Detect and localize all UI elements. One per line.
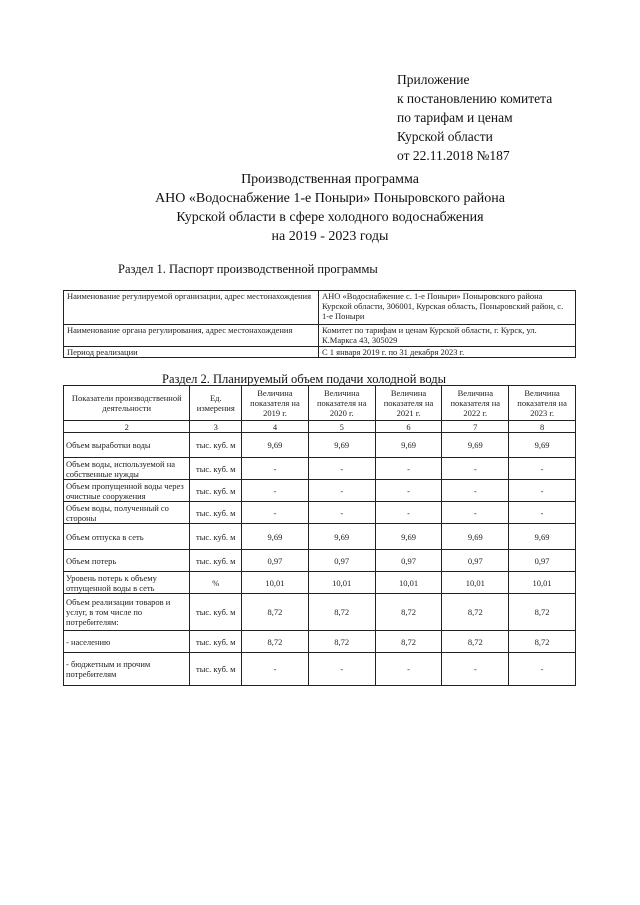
column-number-row (64, 421, 576, 433)
value-cell: 8,72 (375, 594, 442, 631)
value-cell: - (442, 653, 509, 686)
column-header: Ед. измерения (190, 386, 242, 421)
value-cell: - (308, 653, 375, 686)
value-cell: 9,69 (308, 433, 375, 458)
table-row (64, 653, 576, 686)
table-row (64, 325, 576, 347)
appendix-date: от 22.11.2018 №187 (397, 148, 510, 163)
value-cell: 0,97 (375, 550, 442, 572)
table-row (64, 458, 576, 480)
value-cell: 0,97 (242, 550, 309, 572)
value-cell: - (442, 502, 509, 524)
value-cell: 10,01 (442, 572, 509, 594)
table-row (64, 502, 576, 524)
appendix-line: Приложение (397, 72, 470, 87)
title-line: Производственная программа (241, 172, 419, 187)
unit-cell: тыс. куб. м (190, 480, 242, 502)
value-cell: 9,69 (375, 433, 442, 458)
column-number: 7 (442, 421, 509, 433)
section-1-heading: Раздел 1. Паспорт производственной программы (118, 262, 378, 276)
indicator-name: Объем потерь (64, 550, 190, 572)
value-cell: 9,69 (242, 433, 309, 458)
table-row (64, 480, 576, 502)
column-header: Величина показателя на 2020 г. (308, 386, 375, 421)
value-cell: 0,97 (509, 550, 576, 572)
value-cell: 8,72 (509, 631, 576, 653)
value-cell: 10,01 (509, 572, 576, 594)
indicator-name: Объем выработки воды (64, 433, 190, 458)
value-cell: 10,01 (375, 572, 442, 594)
unit-cell: тыс. куб. м (190, 433, 242, 458)
appendix-header (397, 70, 552, 165)
value-cell: - (242, 480, 309, 502)
table-row (64, 594, 576, 631)
value-cell: - (242, 653, 309, 686)
table-row (64, 433, 576, 458)
value-cell: 9,69 (442, 433, 509, 458)
value-cell: 9,69 (308, 524, 375, 550)
title-line: АНО «Водоснабжение 1-е Поныри» Поныровского района (155, 191, 505, 206)
unit-cell: тыс. куб. м (190, 524, 242, 550)
value-cell: - (509, 480, 576, 502)
passport-value: С 1 января 2019 г. по 31 декабря 2023 г. (319, 347, 576, 358)
title-line: на 2019 - 2023 годы (271, 229, 389, 244)
unit-cell: тыс. куб. м (190, 502, 242, 524)
column-number: 2 (64, 421, 190, 433)
passport-value: Комитет по тарифам и ценам Курской области, г. Курск, ул. К.Маркса 43, 305029 (319, 325, 576, 347)
table-row (64, 550, 576, 572)
table-row (64, 524, 576, 550)
document-title (40, 170, 620, 246)
unit-cell: тыс. куб. м (190, 550, 242, 572)
column-number: 5 (308, 421, 375, 433)
column-number: 4 (242, 421, 309, 433)
value-cell: 8,72 (242, 631, 309, 653)
indicator-name: Объем пропущенной воды через очистные сооружения (64, 480, 190, 502)
passport-label: Период реализации (64, 347, 319, 358)
unit-cell: % (190, 572, 242, 594)
value-cell: 8,72 (308, 631, 375, 653)
table-row (64, 631, 576, 653)
unit-cell: тыс. куб. м (190, 594, 242, 631)
passport-table (63, 290, 576, 358)
appendix-line: Курской области (397, 129, 493, 144)
indicator-name: - бюджетным и прочим потребителям (64, 653, 190, 686)
value-cell: - (242, 458, 309, 480)
value-cell: - (442, 458, 509, 480)
value-cell: - (375, 502, 442, 524)
column-header: Показатели производственной деятельности (64, 386, 190, 421)
value-cell: - (509, 502, 576, 524)
value-cell: 8,72 (308, 594, 375, 631)
value-cell: 8,72 (375, 631, 442, 653)
appendix-line: по тарифам и ценам (397, 110, 513, 125)
table-header-row (64, 386, 576, 421)
value-cell: - (509, 653, 576, 686)
column-header: Величина показателя на 2022 г. (442, 386, 509, 421)
value-cell: - (375, 480, 442, 502)
value-cell: 9,69 (375, 524, 442, 550)
value-cell: 10,01 (308, 572, 375, 594)
unit-cell: тыс. куб. м (190, 458, 242, 480)
passport-label: Наименование регулируемой организации, адрес местонахождения (64, 291, 319, 325)
value-cell: - (308, 502, 375, 524)
passport-label: Наименование органа регулирования, адрес местонахождения (64, 325, 319, 347)
column-header: Величина показателя на 2021 г. (375, 386, 442, 421)
table-row (64, 291, 576, 325)
passport-value: АНО «Водоснабжение с. 1-е Поныри» Поныровского района Курской области, 306001, Курская область, Поныровский район, с. 1-е Поныри (319, 291, 576, 325)
table-row (64, 572, 576, 594)
value-cell: - (509, 458, 576, 480)
value-cell: 9,69 (442, 524, 509, 550)
value-cell: 0,97 (442, 550, 509, 572)
water-volume-table (63, 385, 576, 686)
value-cell: - (375, 458, 442, 480)
value-cell: - (308, 480, 375, 502)
indicator-name: - населению (64, 631, 190, 653)
value-cell: 8,72 (242, 594, 309, 631)
table-row (64, 347, 576, 358)
column-number: 8 (509, 421, 576, 433)
value-cell: 9,69 (242, 524, 309, 550)
unit-cell: тыс. куб. м (190, 631, 242, 653)
indicator-name: Объем отпуска в сеть (64, 524, 190, 550)
indicator-name: Объем реализации товаров и услуг, в том числе по потребителям: (64, 594, 190, 631)
value-cell: 8,72 (442, 594, 509, 631)
value-cell: 8,72 (442, 631, 509, 653)
value-cell: - (308, 458, 375, 480)
value-cell: 10,01 (242, 572, 309, 594)
unit-cell: тыс. куб. м (190, 653, 242, 686)
value-cell: - (242, 502, 309, 524)
column-number: 3 (190, 421, 242, 433)
value-cell: 8,72 (509, 594, 576, 631)
value-cell: 9,69 (509, 524, 576, 550)
value-cell: - (375, 653, 442, 686)
column-number: 6 (375, 421, 442, 433)
section-2-heading: Раздел 2. Планируемый объем подачи холодной воды (162, 372, 447, 386)
value-cell: 0,97 (308, 550, 375, 572)
column-header: Величина показателя на 2023 г. (509, 386, 576, 421)
appendix-line: к постановлению комитета (397, 91, 553, 106)
value-cell: 9,69 (509, 433, 576, 458)
indicator-name: Объем воды, полученный со стороны (64, 502, 190, 524)
title-line: Курской области в сфере холодного водоснабжения (176, 210, 484, 225)
indicator-name: Объем воды, используемой на собственные нужды (64, 458, 190, 480)
column-header: Величина показателя на 2019 г. (242, 386, 309, 421)
indicator-name: Уровень потерь к объему отпущенной воды в сеть (64, 572, 190, 594)
value-cell: - (442, 480, 509, 502)
